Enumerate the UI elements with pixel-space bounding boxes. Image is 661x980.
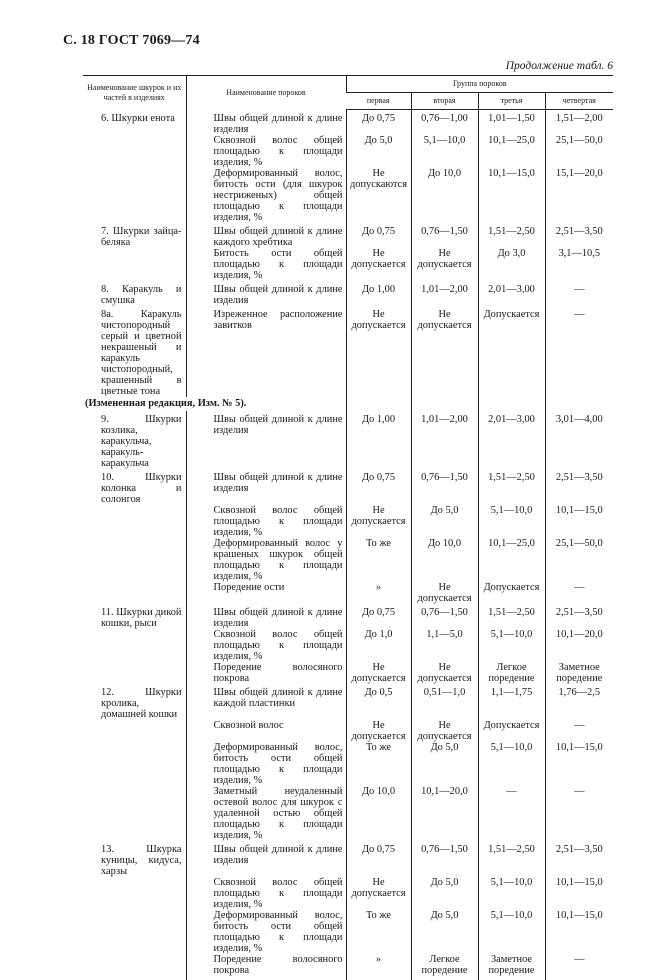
row-defect [186,841,346,877]
empty-cell [411,397,478,411]
value-cell: 5,1—10,0 [478,742,545,786]
value-cell: 0,76—1,00 [411,110,478,135]
amendment-note-row [83,397,613,411]
item-name: 6. Шкурки енота [101,112,175,124]
value-cell: 10,1—25,0 [478,538,545,582]
defect-name: Деформированный волос, битость ости общей площадью к площади изделия, % [213,909,343,954]
value-cell: Допускается [478,720,545,742]
value-cell: 2,01—3,00 [478,281,545,306]
value-cell: Не допускается [411,306,478,397]
value-cell: 5,1—10,0 [478,877,545,910]
value-cell: До 1,00 [346,281,411,306]
value-cell: — [545,281,613,306]
defect-name: Сквозной волос общей площадью к площади изделия, % [213,876,343,910]
row-defect [186,742,346,786]
value-cell: Не допускается [346,248,411,281]
row-defect [186,910,346,954]
value-cell: 15,1—20,0 [545,168,613,223]
table-body [83,110,613,980]
item-name: 11. Шкурки дикой кошки, рыси [101,606,182,629]
value-cell: » [346,582,411,604]
value-cell: До 10,0 [411,538,478,582]
value-cell: 1,01—2,00 [411,411,478,469]
row-defect [186,505,346,538]
value-cell: То же [346,742,411,786]
table-row [83,582,613,604]
row-defect [186,248,346,281]
value-cell: До 0,75 [346,469,411,505]
table-row [83,662,613,684]
defect-name: Швы общей длиной к длине изделия [213,283,343,306]
value-cell: 2,01—3,00 [478,411,545,469]
value-cell: До 10,0 [346,786,411,841]
value-cell: 10,1—15,0 [545,505,613,538]
value-cell: 10,1—20,0 [545,629,613,662]
value-cell: 1,1—5,0 [411,629,478,662]
table-row [83,469,613,505]
row-defect [186,411,346,469]
value-cell: 1,51—2,50 [478,223,545,248]
row-defect [186,281,346,306]
value-cell: До 1,00 [346,411,411,469]
value-cell: — [545,954,613,980]
row-defect [186,538,346,582]
value-cell: 1,51—2,50 [478,841,545,877]
value-cell: До 5,0 [411,742,478,786]
defect-name: Деформированный волос у крашеных шкурок общей площадью к площади изделия, % [213,537,343,582]
item-name: 8а. Каракуль чистопородный серый и цветной некрашеный и каракуль чистопородный, крашенный в цветные тона [101,308,182,397]
value-cell: Не допускается [346,720,411,742]
row-defect [186,684,346,720]
value-cell: До 0,75 [346,223,411,248]
value-cell: — [478,786,545,841]
value-cell: 10,1—15,0 [478,168,545,223]
row-item [83,248,186,281]
value-cell: 10,1—20,0 [411,786,478,841]
row-defect [186,306,346,397]
amendment-note: (Измененная редакция, Изм. № 5). [85,397,247,409]
table-row [83,954,613,980]
defect-name: Швы общей длиной к длине каждой пластинки [213,686,343,709]
table-row [83,223,613,248]
row-item [83,582,186,604]
value-cell: 5,1—10,0 [478,629,545,662]
value-cell: Не допускается [346,306,411,397]
row-item [83,110,186,135]
value-cell: То же [346,538,411,582]
row-defect [186,110,346,135]
table-row [83,538,613,582]
value-cell: 25,1—50,0 [545,538,613,582]
value-cell: 10,1—25,0 [478,135,545,168]
row-defect [186,223,346,248]
value-cell: Легкое поредение [411,954,478,980]
value-cell: До 1,0 [346,629,411,662]
table-row [83,135,613,168]
row-defect [186,168,346,223]
defect-name: Изреженное расположение завитков [213,308,343,331]
value-cell: 0,76—1,50 [411,223,478,248]
row-defect [186,954,346,980]
defect-name: Сквозной волос общей площадью к площади изделия, % [213,628,343,662]
row-item [83,742,186,786]
empty-cell [545,397,613,411]
defect-name: Швы общей длиной к длине изделия [213,471,343,494]
row-item [83,720,186,742]
value-cell: 2,51—3,50 [545,223,613,248]
table-row [83,411,613,469]
value-cell: 1,76—2,5 [545,684,613,720]
value-cell: До 0,75 [346,841,411,877]
row-defect [186,135,346,168]
value-cell: — [545,582,613,604]
value-cell: 2,51—3,50 [545,604,613,629]
value-cell: 1,51—2,00 [545,110,613,135]
row-defect [186,720,346,742]
value-cell: Не допускается [346,662,411,684]
value-cell: — [545,786,613,841]
table-continuation-label: Продолжение табл. 6 [505,60,613,72]
value-cell: 10,1—15,0 [545,742,613,786]
empty-cell [346,397,411,411]
defect-name: Заметный неудаленный остевой волос для шкурок с удаленной остью общей площадью к площади изделия, % [213,785,343,841]
value-cell: До 5,0 [411,877,478,910]
row-item [83,954,186,980]
value-cell: 1,51—2,50 [478,469,545,505]
row-item [83,135,186,168]
value-cell: 2,51—3,50 [545,841,613,877]
col-header-group: Группа пороков [346,76,613,93]
value-cell: 0,76—1,50 [411,841,478,877]
value-cell: То же [346,910,411,954]
value-cell: — [545,720,613,742]
value-cell: 1,01—1,50 [478,110,545,135]
item-name: 13. Шкурка куницы, кидуса, харзы [101,843,182,877]
table-row [83,306,613,397]
defect-name: Поредение ости [213,581,285,593]
item-name: 9. Шкурки козлика, каракульча, каракуль-каракульча [101,413,182,469]
row-item [83,877,186,910]
defect-name: Поредение волосяного покрова [213,661,343,684]
value-cell: Не допускается [411,582,478,604]
value-cell: 10,1—15,0 [545,910,613,954]
value-cell: Легкое поредение [478,662,545,684]
table-row [83,786,613,841]
value-cell: 0,76—1,50 [411,604,478,629]
col-header-defect: Наименование пороков [186,76,346,110]
row-item [83,629,186,662]
empty-cell [478,397,545,411]
defect-name: Битость ости общей площадью к площади изделия, % [213,247,343,281]
item-name: 10. Шкурки колонка и солонгоя [101,471,182,505]
row-defect [186,877,346,910]
col-header-first: первая [346,93,411,110]
row-defect [186,604,346,629]
row-item [83,223,186,248]
row-item [83,910,186,954]
table-row [83,684,613,720]
value-cell: 25,1—50,0 [545,135,613,168]
row-item [83,786,186,841]
row-item [83,281,186,306]
row-defect [186,629,346,662]
row-defect [186,662,346,684]
row-defect [186,582,346,604]
col-header-item: Наименование шкурок и их частей в изделиях [83,76,186,110]
value-cell: 1,51—2,50 [478,604,545,629]
value-cell: 1,01—2,00 [411,281,478,306]
value-cell: 5,1—10,0 [478,505,545,538]
table-row [83,841,613,877]
value-cell: До 10,0 [411,168,478,223]
row-item [83,306,186,397]
row-item [83,841,186,877]
row-item [83,411,186,469]
row-item [83,505,186,538]
value-cell: 2,51—3,50 [545,469,613,505]
value-cell: » [346,954,411,980]
value-cell: 10,1—15,0 [545,877,613,910]
col-header-second: вторая [411,93,478,110]
defect-name: Деформированный волос, битость ости (для шкурок нестриженых) общей площадью к площади изделия, % [213,167,343,223]
value-cell: Заметное поредение [545,662,613,684]
col-header-fourth: четвертая [545,93,613,110]
table-row [83,505,613,538]
value-cell: Допускается [478,306,545,397]
value-cell: 1,1—1,75 [478,684,545,720]
value-cell: 3,1—10,5 [545,248,613,281]
table-row [83,110,613,135]
value-cell: Не допускается [411,720,478,742]
defect-name: Швы общей длиной к длине изделия [213,413,343,436]
row-item [83,684,186,720]
value-cell: До 5,0 [411,505,478,538]
value-cell: До 3,0 [478,248,545,281]
table-row [83,168,613,223]
table-row [83,877,613,910]
item-name: 7. Шкурки зайца-беляка [101,225,182,248]
defect-name: Швы общей длиной к длине изделия [213,112,343,135]
item-name: 12. Шкурки кролика, домашней кошки [101,686,182,720]
value-cell: Не допускаются [346,168,411,223]
value-cell: До 5,0 [346,135,411,168]
value-cell: До 5,0 [411,910,478,954]
value-cell: До 0,5 [346,684,411,720]
value-cell: 0,76—1,50 [411,469,478,505]
row-item [83,662,186,684]
row-defect [186,786,346,841]
value-cell: До 0,75 [346,604,411,629]
row-defect [186,469,346,505]
col-header-third: третья [478,93,545,110]
defect-name: Поредение волосяного покрова [213,953,343,976]
value-cell: Заметное поредение [478,954,545,980]
defect-name: Швы общей длиной к длине каждого хребтика [213,225,343,248]
defect-name: Швы общей длиной к длине изделия [213,843,343,866]
table-row [83,910,613,954]
table-row [83,742,613,786]
page-title: С. 18 ГОСТ 7069—74 [63,33,200,48]
table-row [83,629,613,662]
table-row [83,720,613,742]
value-cell: 5,1—10,0 [411,135,478,168]
table-row [83,248,613,281]
item-name: 8. Каракуль и смушка [101,283,182,306]
defect-name: Сквозной волос общей площадью к площади изделия, % [213,504,343,538]
value-cell: 3,01—4,00 [545,411,613,469]
row-item [83,538,186,582]
row-item [83,469,186,505]
defect-name: Сквозной волос [213,719,284,731]
row-item [83,168,186,223]
value-cell: — [545,306,613,397]
value-cell: 0,51—1,0 [411,684,478,720]
value-cell: Не допускается [346,505,411,538]
row-item [83,604,186,629]
value-cell: До 0,75 [346,110,411,135]
defect-name: Сквозной волос общей площадью к площади изделия, % [213,134,343,168]
defect-name: Деформированный волос, битость ости общей площадью к площади изделия, % [213,741,343,786]
value-cell: Не допускается [346,877,411,910]
value-cell: 5,1—10,0 [478,910,545,954]
defect-name: Швы общей длиной к длине изделия [213,606,343,629]
defects-table [83,75,613,980]
table-row [83,604,613,629]
value-cell: Допускается [478,582,545,604]
value-cell: Не допускается [411,662,478,684]
table-row [83,281,613,306]
value-cell: Не допускается [411,248,478,281]
